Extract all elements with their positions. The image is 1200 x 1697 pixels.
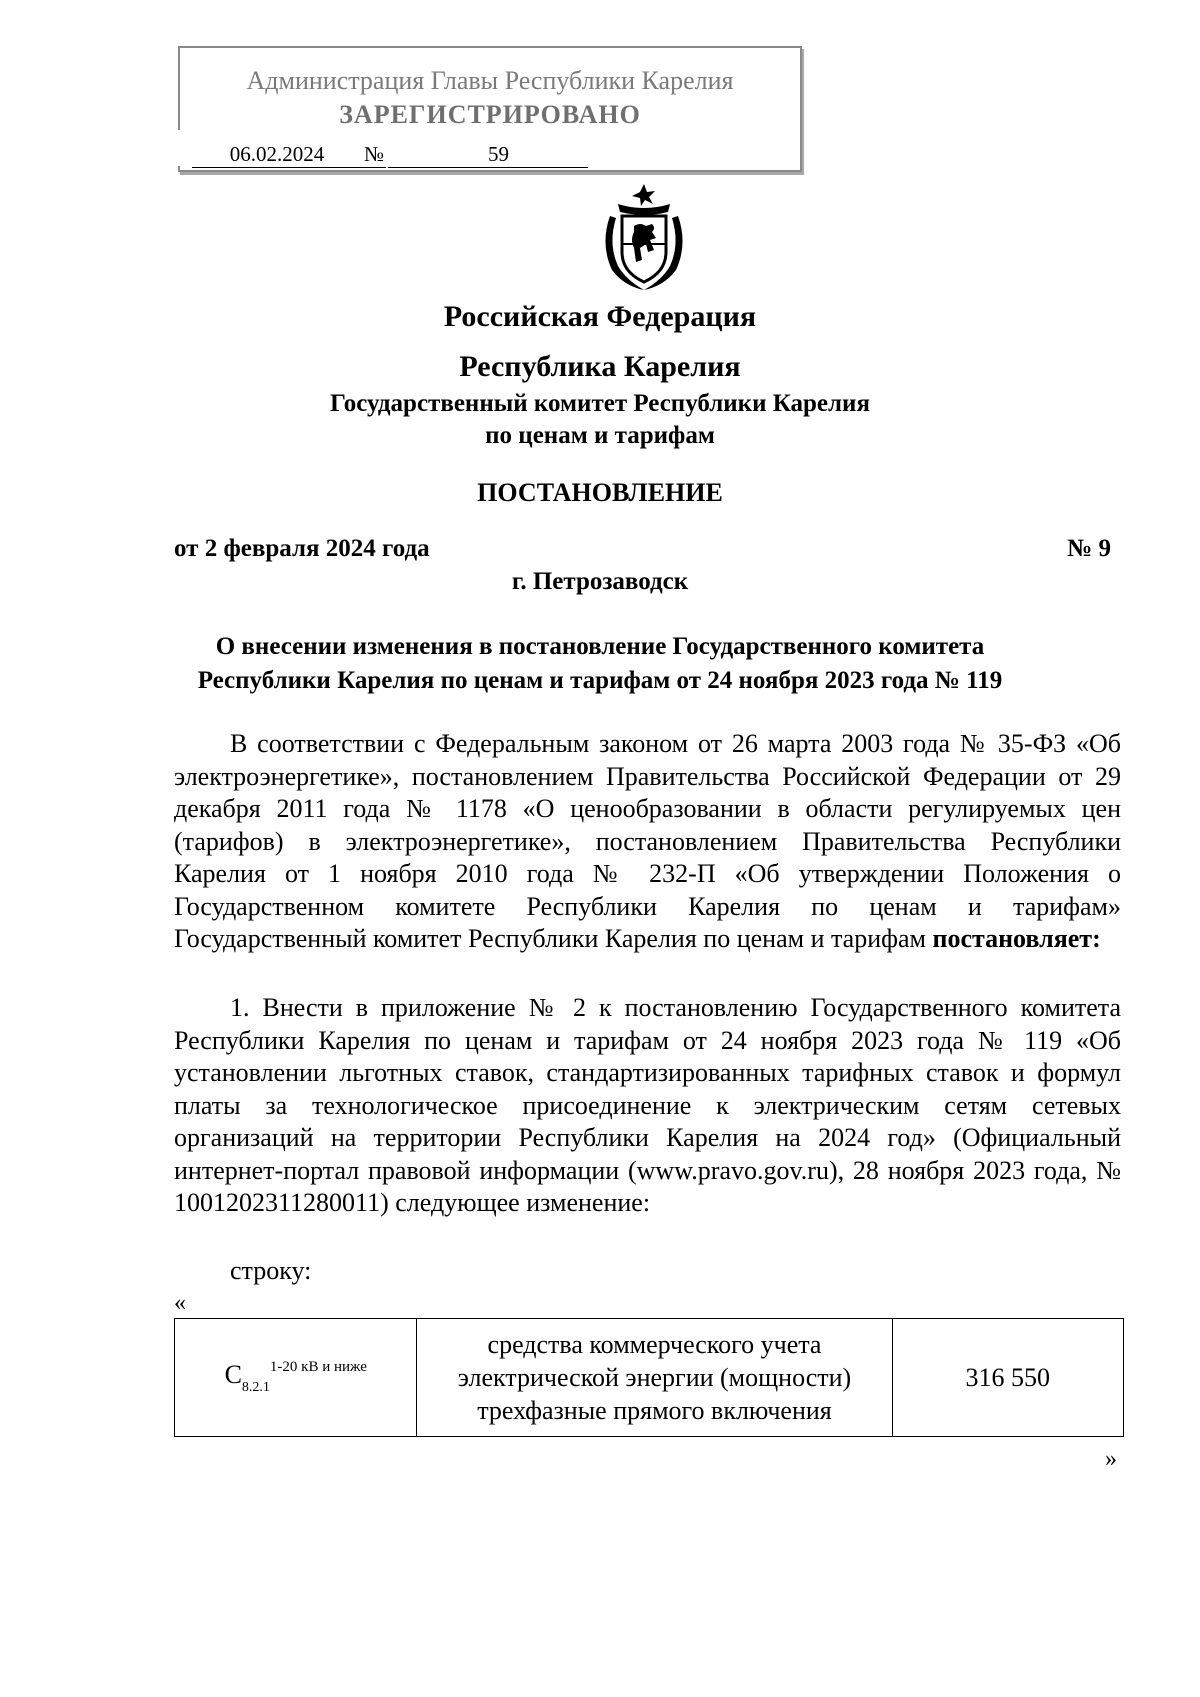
table-row <box>175 1319 1124 1437</box>
decree-title-line1: О внесении изменения в постановление Государственного комитета <box>215 633 985 660</box>
stamp-number-sign: № <box>363 142 385 166</box>
description-line3: трехфазные прямого включения <box>477 1396 832 1425</box>
row-label: строку: <box>230 1256 312 1285</box>
preamble-resolves: постановляет: <box>932 924 1101 953</box>
quote-open: « <box>174 1290 186 1316</box>
tariff-table <box>174 1318 1124 1437</box>
decree-title-line2: Республики Карелия по ценам и тарифам от 24 ноября 2023 года № 119 <box>197 667 1003 694</box>
decree-city: г. Петрозаводск <box>511 568 689 595</box>
decree-number: № 9 <box>1067 535 1111 562</box>
code-superscript: 1-20 кВ и ниже <box>269 1359 367 1375</box>
registration-stamp <box>178 46 802 172</box>
stamp-number: 59 <box>388 142 588 168</box>
code-main: С <box>224 1360 242 1389</box>
body-paragraph-preamble <box>174 728 1121 956</box>
preamble-text: В соответствии с Федеральным законом от 26 марта 2003 года № 35-ФЗ «Об электроэнергетике», постановлением Правительства Российской Федерации от 29 декабря 2011 года № 1178 «О ценообразовании в области регулируемых цен (тарифов) в электроэнергетике», постановлением Правительства Республики Карелия от 1 ноября 2010 года № 232-П «Об утверждении Положения о Государственном комитете Республики Карелия по ценам и тарифам» Государственный комитет Республики Карелия по ценам и тарифам <box>174 729 1121 953</box>
table-cell-description <box>417 1319 892 1437</box>
stamp-status: ЗАРЕГИСТРИРОВАНО <box>339 100 641 129</box>
decree-date: от 2 февраля 2024 года <box>174 535 430 562</box>
coat-of-arms-icon <box>596 182 692 292</box>
code-subscript: 8.2.1 <box>241 1380 270 1395</box>
description-line1: средства коммерческого учета <box>487 1330 822 1359</box>
document-type: ПОСТАНОВЛЕНИЕ <box>477 478 723 507</box>
header-republic: Республика Карелия <box>459 350 741 383</box>
body-paragraph-item1: 1. Внести в приложение № 2 к постановлению Государственного комитета Республики Карелия по ценам и тарифам от 24 ноября 2023 года № 119 «Об установлении льготных ставок, стандартизированных тарифных ставок и формул платы за технологическое присоединение к электрическим сетям сетевых организаций на территории Республики Карелия на 2024 год» (Официальный интернет-портал правовой информации (www.pravo.gov.ru), 28 ноября 2023 года, № 1001202311280011) следующее изменение: <box>174 993 1121 1217</box>
stamp-border-gap <box>178 130 184 166</box>
stamp-authority: Администрация Главы Республики Карелия <box>246 66 734 95</box>
header-committee-line1: Государственный комитет Республики Карелия <box>330 390 870 417</box>
description-line2: электрической энергии (мощности) <box>457 1363 852 1392</box>
quote-close: » <box>1105 1446 1117 1472</box>
header-federation: Российская Федерация <box>443 300 757 333</box>
stamp-date: 06.02.2024 <box>192 142 362 168</box>
table-cell-code <box>175 1319 417 1437</box>
header-committee-line2: по ценам и тарифам <box>485 422 715 449</box>
table-cell-value: 316 550 <box>892 1319 1123 1437</box>
